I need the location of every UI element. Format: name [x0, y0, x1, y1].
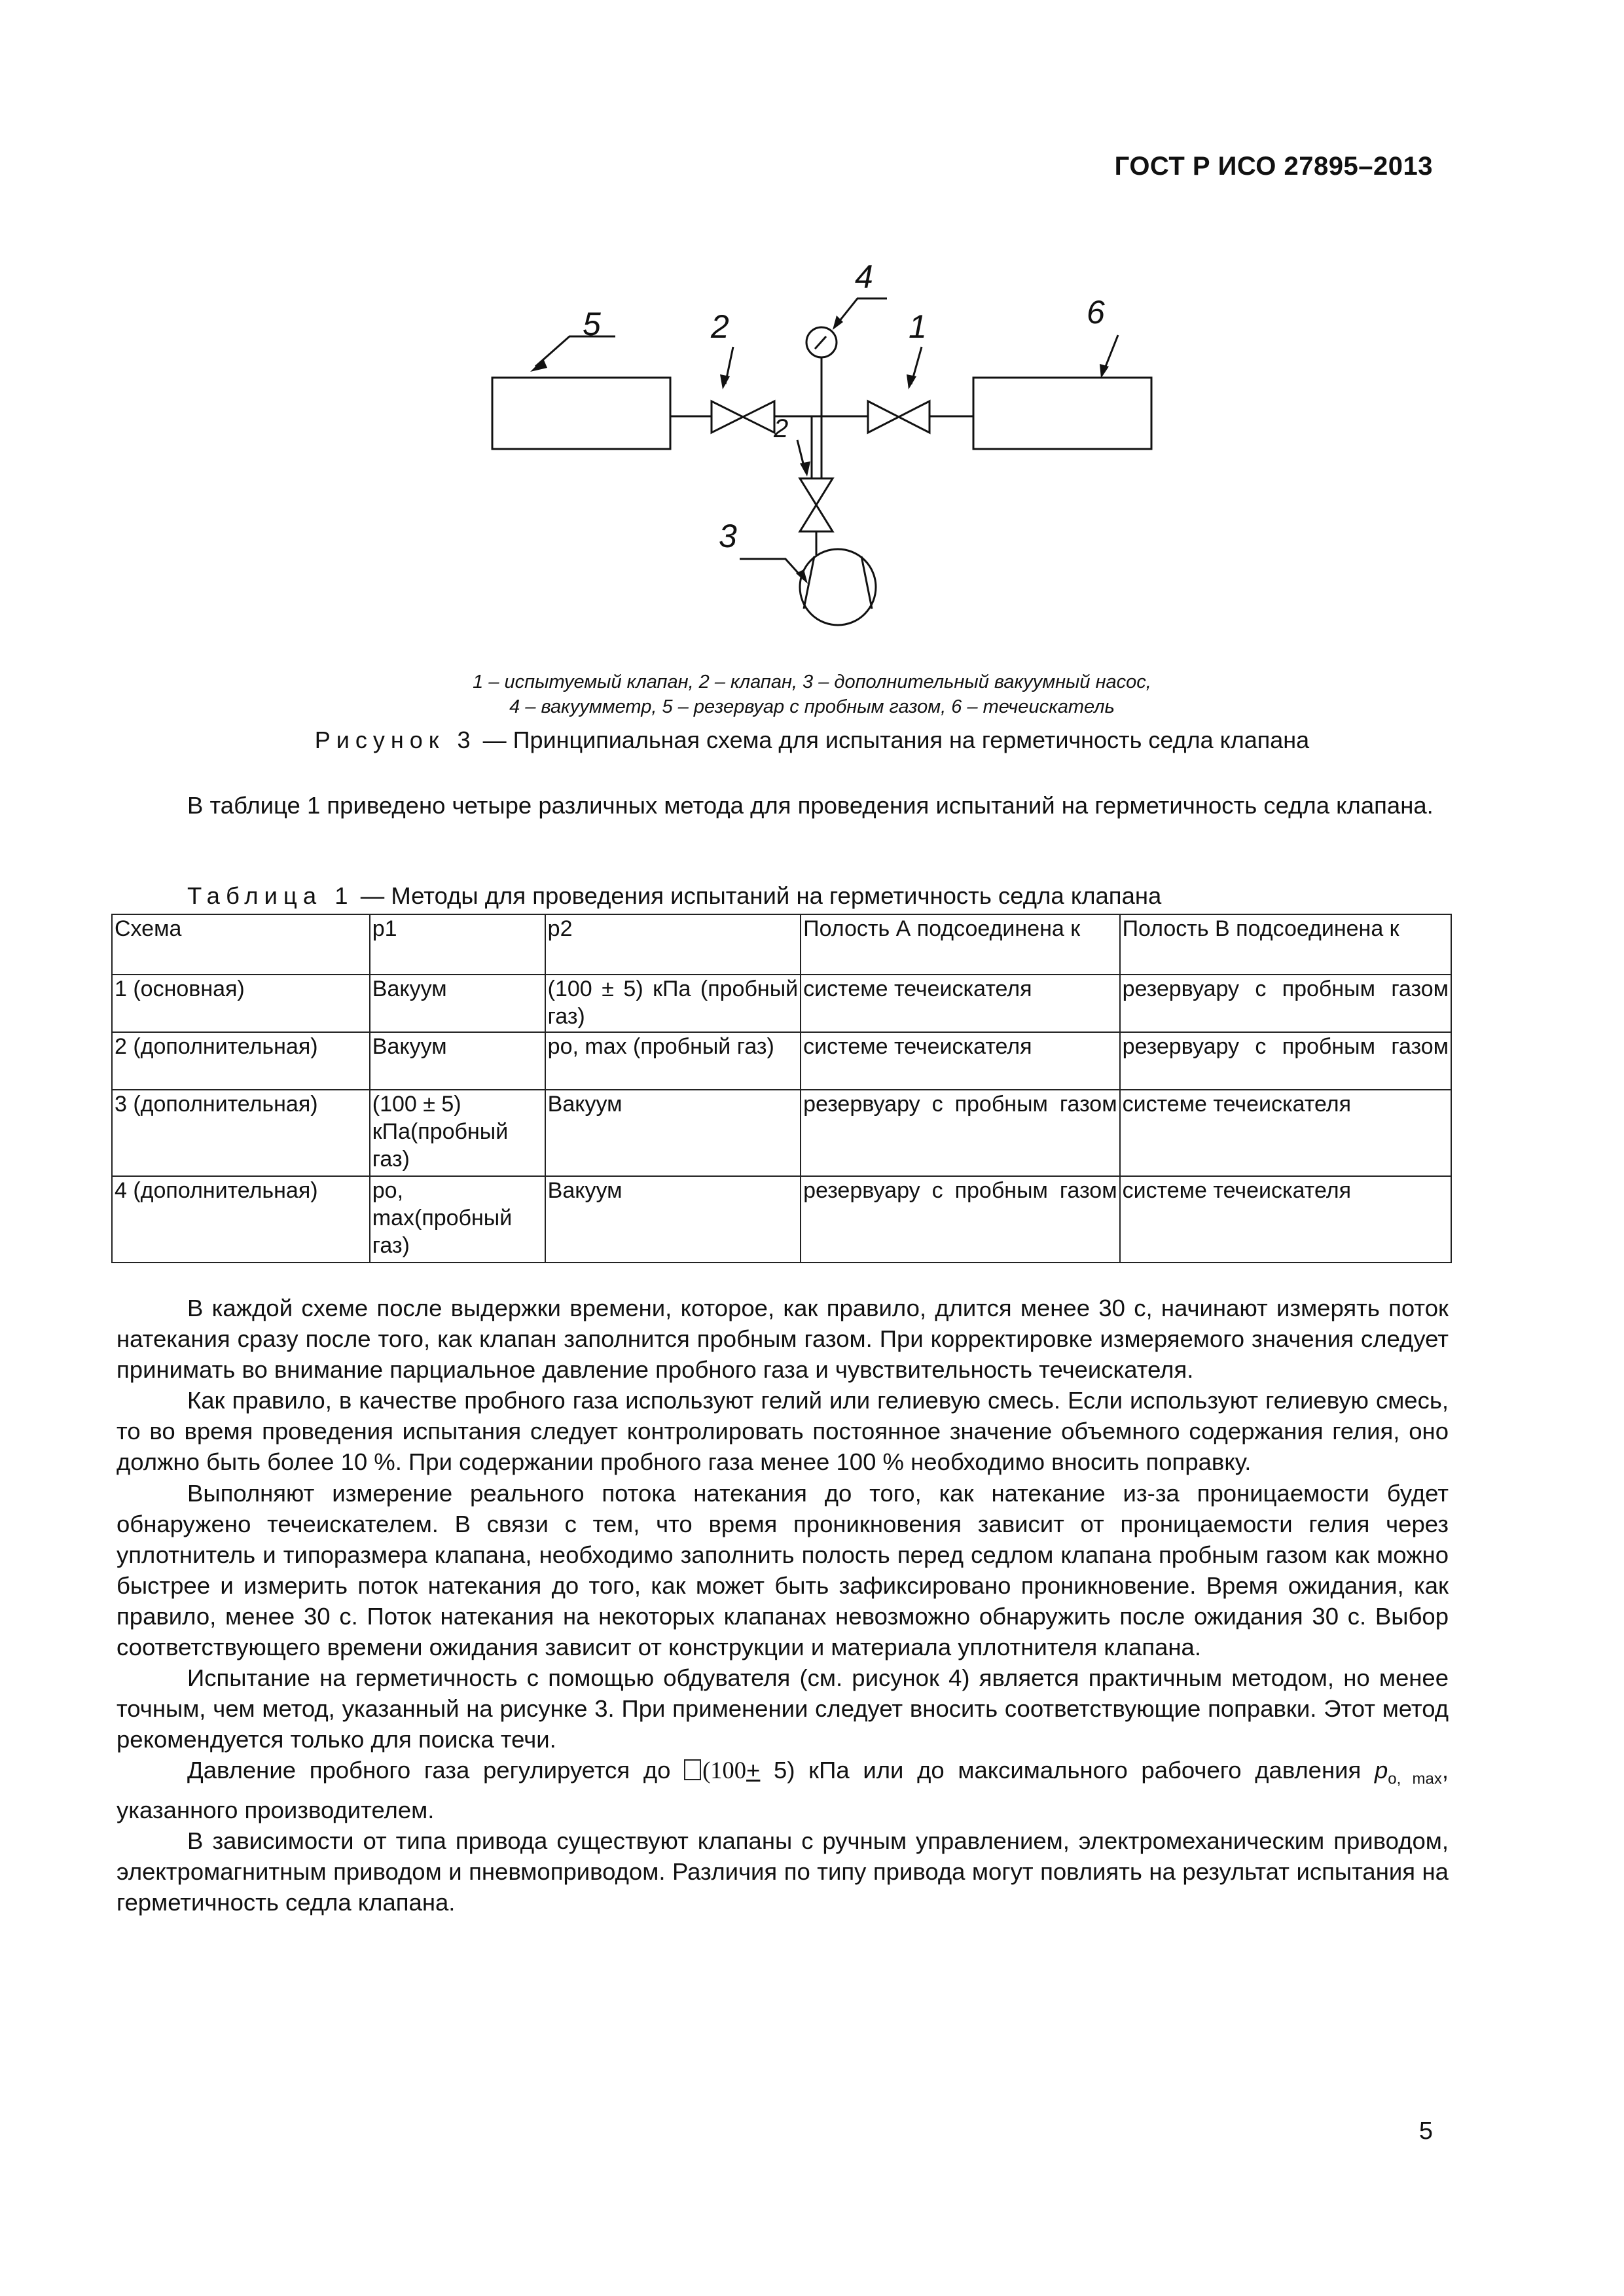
table-cell: резервуару с пробным газом [1120, 1032, 1451, 1090]
table-cell: 2 (дополнительная) [112, 1032, 370, 1090]
table-caption-dash: — [353, 882, 391, 909]
table-header-cell: p1 [370, 914, 545, 975]
table-cell: системе течеискателя [801, 1032, 1119, 1090]
figure-legend-line-2: 4 – вакуумметр, 5 – резервуар с пробным газом, 6 – течеискатель [509, 696, 1115, 717]
table-cell: po, max (пробный газ) [545, 1032, 801, 1090]
valve-2-vertical [800, 478, 833, 531]
table-header-cell: p2 [545, 914, 801, 975]
table-cell: 4 (дополнительная) [112, 1176, 370, 1263]
page-number: 5 [1418, 2117, 1433, 2145]
schematic-diagram [0, 0, 1624, 655]
label-3: 3 [719, 518, 737, 554]
table-cell: Вакуум [370, 1032, 545, 1090]
table-cell: 1 (основная) [112, 975, 370, 1032]
paragraph: Испытание на герметичность с помощью обдувателя (см. рисунок 4) является практичным методом, но менее точным, чем метод, указанный на рисунке 3. При применении следует вносить соответствующие поправки. Этот метод рекомендуется только для поиска течи. [117, 1664, 1449, 1753]
table-cell: Вакуум [545, 1090, 801, 1176]
document-header: ГОСТ Р ИСО 27895–2013 [1114, 152, 1433, 181]
table-caption-prefix: Таблица 1 [187, 882, 354, 909]
table-header-cell: Схема [112, 914, 370, 975]
table-header-cell: Полость В подсоединена к [1120, 914, 1451, 975]
table-cell: системе течеискателя [1120, 1090, 1451, 1176]
intro-paragraph: В таблице 1 приведено четыре различных метода для проведения испытаний на герметичность седла клапана. [187, 792, 1434, 819]
paragraph: В каждой схеме после выдержки времени, которое, как правило, длится менее 30 с, начинают измерять поток натекания сразу после того, как клапан заполнится пробным газом. При корректировке измеряемого значения следует принимать во внимание парциальное давление пробного газа и чувствительность течеискателя. [117, 1295, 1449, 1384]
figure-legend-line-1: 1 – испытуемый клапан, 2 – клапан, 3 – дополнительный вакуумный насос, [473, 672, 1151, 692]
table-header-cell: Полость А подсоединена к [801, 914, 1119, 975]
table-cell: системе течеискателя [801, 975, 1119, 1032]
table-caption [187, 882, 1161, 910]
figure-title-dash: — [476, 726, 513, 753]
methods-table [111, 914, 1452, 1263]
label-1: 1 [909, 308, 927, 345]
table-cell: Вакуум [545, 1176, 801, 1263]
table-cell: 3 (дополнительная) [112, 1090, 370, 1176]
table-row [112, 1176, 1451, 1263]
missing-glyph-box-icon [684, 1759, 701, 1780]
table-cell: (100 ± 5) кПа (пробный газ) [545, 975, 801, 1032]
valve-2 [712, 401, 774, 433]
paragraph: Выполняют измерение реального потока натекания до того, как натекание из-за проницаемости будет обнаружено течеискателем. В связи с тем, что время проникновения зависит от проницаемости гелия через уплотнитель и типоразмера клапана, необходимо заполнить полость перед седлом клапана пробным газом как можно быстрее и измерить поток натекания до того, как может быть зафиксировано проникновение. Время ожидания, как правило, менее 30 с. Поток натекания на некоторых клапанах невозможно обнаружить после ожидания 30 с. Выбор соответствующего времени ожидания зависит от конструкции и материала уплотнителя клапана. [117, 1479, 1449, 1661]
paragraph: Как правило, в качестве пробного газа используют гелий или гелиевую смесь. Если используют гелиевую смесь, то во время проведения испытания следует контролировать постоянное значение объемного содержания гелия, оно должно быть более 10 %. При содержании пробного газа менее 100 % необходимо вносить поправку. [117, 1387, 1449, 1476]
table-cell: Вакуум [370, 975, 545, 1032]
vacuum-pump-3 [800, 549, 876, 625]
table-caption-text: Методы для проведения испытаний на герметичность седла клапана [391, 882, 1162, 909]
figure-title-text: Принципиальная схема для испытания на герметичность седла клапана [513, 726, 1310, 753]
label-4: 4 [855, 259, 873, 295]
figure-title-prefix: Рисунок 3 [314, 726, 477, 753]
table-cell: резервуару с пробным газом [801, 1176, 1119, 1263]
paragraph: В зависимости от типа привода существуют клапаны с ручным управлением, электромеханическим приводом, электромагнитным приводом и пневмоприводом. Различия по типу привода могут повлиять на результат испытания на герметичность седла клапана. [117, 1827, 1449, 1916]
table-cell: (100 ± 5) кПа(пробный газ) [370, 1090, 545, 1176]
label-6: 6 [1087, 294, 1105, 331]
table-row [112, 975, 1451, 1032]
reservoir-5 [492, 378, 670, 449]
valve-1 [868, 401, 929, 433]
figure-title [0, 726, 1624, 754]
table-cell: po, max(пробный газ) [370, 1176, 545, 1263]
label-2: 2 [711, 308, 729, 345]
table-cell: системе течеискателя [1120, 1176, 1451, 1263]
leak-detector-6 [973, 378, 1151, 449]
table-row [112, 1090, 1451, 1176]
paragraph-pressure: Давление пробного газа регулируется до (100+ 5) кПа или до максимального рабочего давления $p_{o, max}$, указанного производителем. [117, 1757, 1449, 1823]
body-text [117, 1293, 1449, 1918]
table-row [112, 1032, 1451, 1090]
table-cell: резервуару с пробным газом [801, 1090, 1119, 1176]
label-5: 5 [583, 306, 601, 342]
table-header-row [112, 914, 1451, 975]
label-2-vertical: 2 [774, 414, 789, 443]
table-cell: резервуару с пробным газом [1120, 975, 1451, 1032]
